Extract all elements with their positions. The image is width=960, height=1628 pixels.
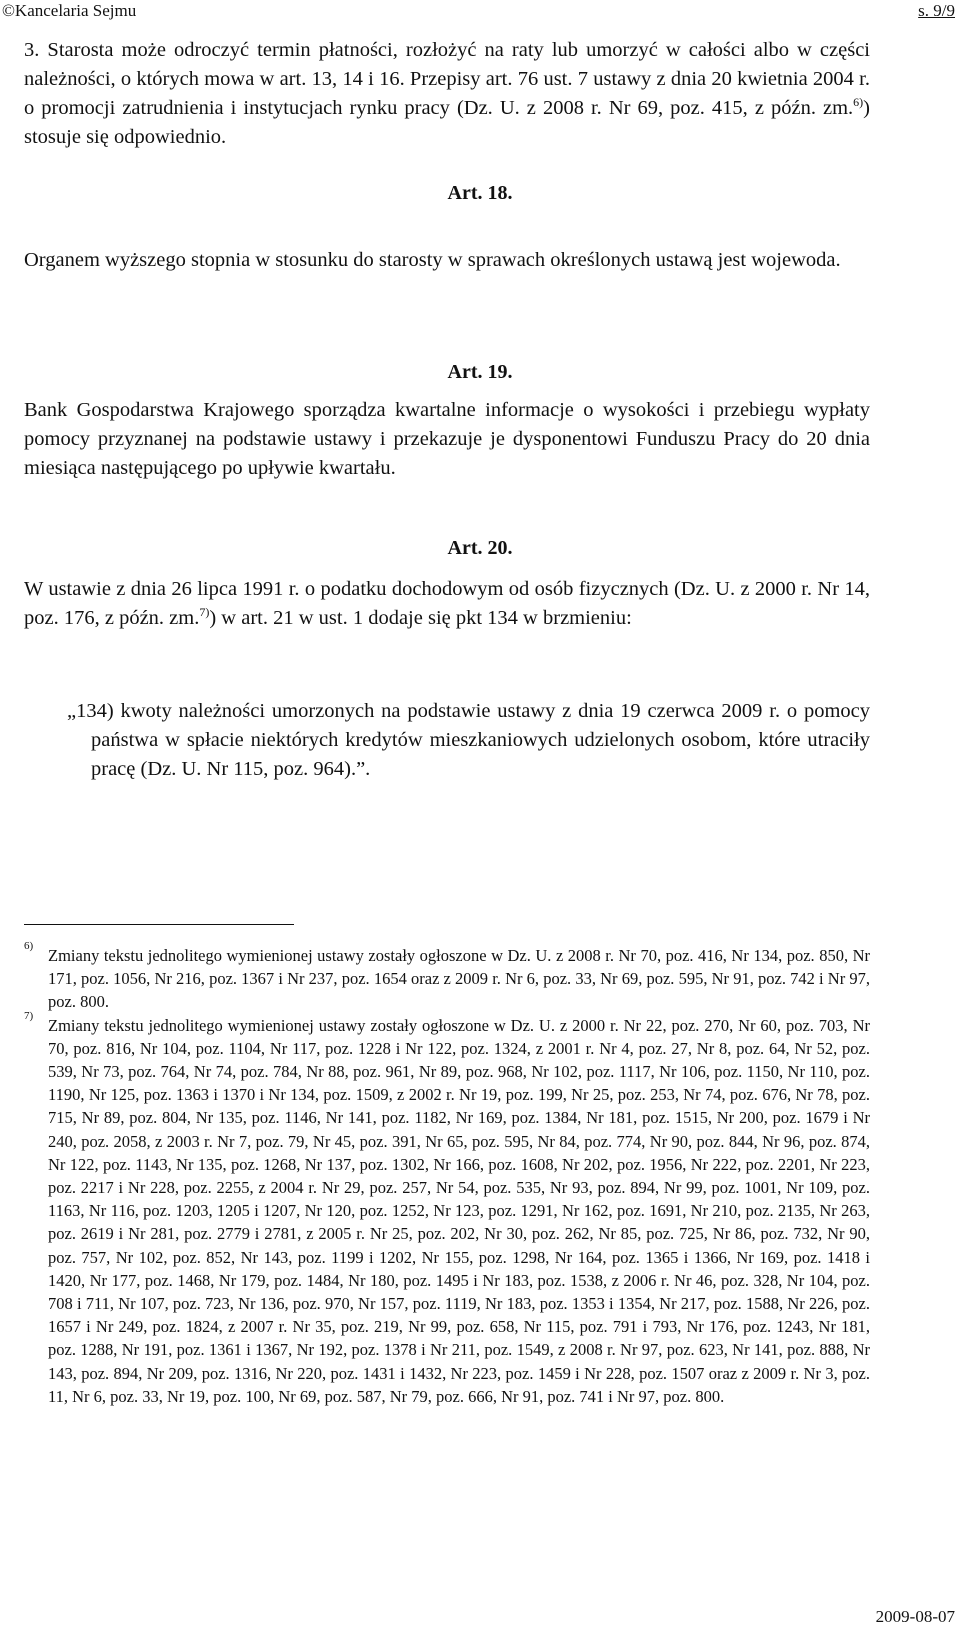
- footnote-separator: [24, 924, 294, 925]
- header-copyright: ©Kancelaria Sejmu: [2, 1, 137, 20]
- footnote-6-marker: 6): [24, 940, 34, 952]
- article-20-text: W ustawie z dnia 26 lipca 1991 r. o podatku dochodowym od osób fizycznych (Dz. U. z 2000 r. Nr 14, poz. 176, z późn. zm.: [24, 578, 870, 629]
- article-19-text: Bank Gospodarstwa Krajowego sporządza kwartalne informacje o wysokości i przebiegu wypłaty pomocy przyznanej na podstawie ustawy i przekazuje je dysponentowi Funduszu Pracy do 20 dnia miesiąca następującego po upływie kwartału.: [24, 399, 870, 479]
- footnote-7-marker: 7): [24, 1009, 34, 1022]
- page-footer-date: 2009-08-07: [875, 1607, 955, 1626]
- item-3-text: 3. Starosta może odroczyć termin płatności, rozłożyć na raty lub umorzyć w całości albo w części należności, o których mowa w art. 13, 14 i 16. Przepisy art. 76 ust. 7 ustawy z dnia 20 kwietnia 2004 r. o promocji zatrudnienia i instytucjach rynku pracy (Dz. U. z 2008 r. Nr 69, poz. 415, z późn. zm.: [24, 39, 870, 119]
- header-page-number[interactable]: s. 9/9: [918, 1, 955, 20]
- article-20-quote: [67, 676, 870, 804]
- footnote-7: [24, 1009, 870, 1408]
- article-20-text-end: ) w art. 21 w ust. 1 dodaje się pkt 134 w brzmieniu:: [209, 607, 632, 629]
- article-20-title: Art. 20.: [447, 537, 513, 559]
- footnote-ref-6[interactable]: 6): [853, 95, 864, 110]
- article-20-quote-text: „134) kwoty należności umorzonych na podstawie ustawy z dnia 19 czerwca 2009 r. o pomocy państwa w spłacie niektórych kredytów mieszkaniowych udzielonych osobom, które utraciły pracę (Dz. U. Nr 115, poz. 964).”.: [67, 699, 870, 780]
- footnote-6: [24, 940, 870, 1014]
- article-18-body: [24, 246, 870, 275]
- paragraph-item-3: [24, 36, 870, 152]
- page-header: [2, 0, 955, 22]
- article-20-body: [24, 575, 870, 633]
- article-18-text: Organem wyższego stopnia w stosunku do starosty w sprawach określonych ustawą jest wojewoda.: [24, 249, 841, 271]
- footnote-ref-7[interactable]: 7): [199, 605, 210, 620]
- footnote-6-text: Zmiany tekstu jednolitego wymienionej ustawy zostały ogłoszone w Dz. U. z 2008 r. Nr 70, poz. 416, Nr 134, poz. 850, Nr 171, poz. 1056, Nr 216, poz. 1367 i Nr 237, poz. 1654 oraz z 2009 r. Nr 6, poz. 33, Nr 69, poz. 595, Nr 91, poz. 742 i Nr 97, poz. 800.: [48, 946, 870, 1012]
- article-18-title: Art. 18.: [447, 182, 513, 204]
- item-3-text-end: ) stosuje się odpowiednio.: [24, 97, 870, 148]
- article-19-body: [24, 396, 870, 483]
- footnotes: [24, 940, 870, 1408]
- footnote-7-text: Zmiany tekstu jednolitego wymienionej ustawy zostały ogłoszone w Dz. U. z 2000 r. Nr 22, poz. 270, Nr 60, poz. 703, Nr 70, poz. 816, Nr 104, poz. 1104, Nr 117, poz. 1228 i Nr 122, poz. 1324, z 2001 r. Nr 4, poz. 27, Nr 8, poz. 64, Nr 52, poz. 539, Nr 73, poz. 764, Nr 74, poz. 784, Nr 88, poz. 961, Nr 89, poz. 968, Nr 102, poz. 1117, Nr 106, poz. 1150, Nr 110, poz. 1190, Nr 125, poz. 1363 i 1370 i Nr 134, poz. 1509, z 2002 r. Nr 19, poz. 199, Nr 25, poz. 253, Nr 74, poz. 676, Nr 78, poz. 715, Nr 89, poz. 804, Nr 135, poz. 1146, Nr 141, poz. 1182, Nr 169, poz. 1384, Nr 181, poz. 1515, Nr 200, poz. 1679 i Nr 240, poz. 2058, z 2003 r. Nr 7, poz. 79, Nr 45, poz. 391, Nr 65, poz. 595, Nr 84, poz. 774, Nr 90, poz. 844, Nr 96, poz. 874, Nr 122, poz. 1143, Nr 135, poz. 1268, Nr 137, poz. 1302, Nr 166, poz. 1608, Nr 202, poz. 1956, Nr 222, poz. 2201, Nr 223, poz. 2217 i Nr 228, poz. 2255, z 2004 r. Nr 29, poz. 257, Nr 54, poz. 535, Nr 93, poz. 894, Nr 99, poz. 1001, Nr 109, poz. 1163, Nr 116, poz. 1203, 1205 i 1207, Nr 120, poz. 1252, Nr 123, poz. 1291, Nr 162, poz. 1691, Nr 210, poz. 2135, Nr 263, poz. 2619 i Nr 281, poz. 2779 i 2781, z 2005 r. Nr 25, poz. 202, Nr 30, poz. 262, Nr 85, poz. 725, Nr 86, poz. 732, Nr 90, poz. 757, Nr 102, poz. 852, Nr 143, poz. 1199 i 1202, Nr 155, poz. 1298, Nr 164, poz. 1365 i 1366, Nr 169, poz. 1418 i 1420, Nr 177, poz. 1468, Nr 179, poz. 1484, Nr 180, poz. 1495 i Nr 183, poz. 1538, z 2006 r. Nr 46, poz. 328, Nr 104, poz. 708 i 711, Nr 107, poz. 723, Nr 136, poz. 970, Nr 157, poz. 1119, Nr 183, poz. 1353 i 1354, Nr 217, poz. 1588, Nr 226, poz. 1657 i Nr 249, poz. 1824, z 2007 r. Nr 35, poz. 219, Nr 99, poz. 658, Nr 115, poz. 791 i 793, Nr 176, poz. 1243, Nr 181, poz. 1288, Nr 191, poz. 1361 i 1367, Nr 192, poz. 1378 i Nr 211, poz. 1549, z 2008 r. Nr 97, poz. 623, Nr 141, poz. 888, Nr 143, poz. 894, Nr 209, poz. 1316, Nr 220, poz. 1431 i 1432, Nr 223, poz. 1459 i Nr 228, poz. 1507 oraz z 2009 r. Nr 3, poz. 11, Nr 6, poz. 33, Nr 19, poz. 100, Nr 69, poz. 587, Nr 79, poz. 666, Nr 91, poz. 741 i Nr 97, poz. 800.: [48, 1015, 870, 1406]
- article-19-title: Art. 19.: [447, 361, 513, 383]
